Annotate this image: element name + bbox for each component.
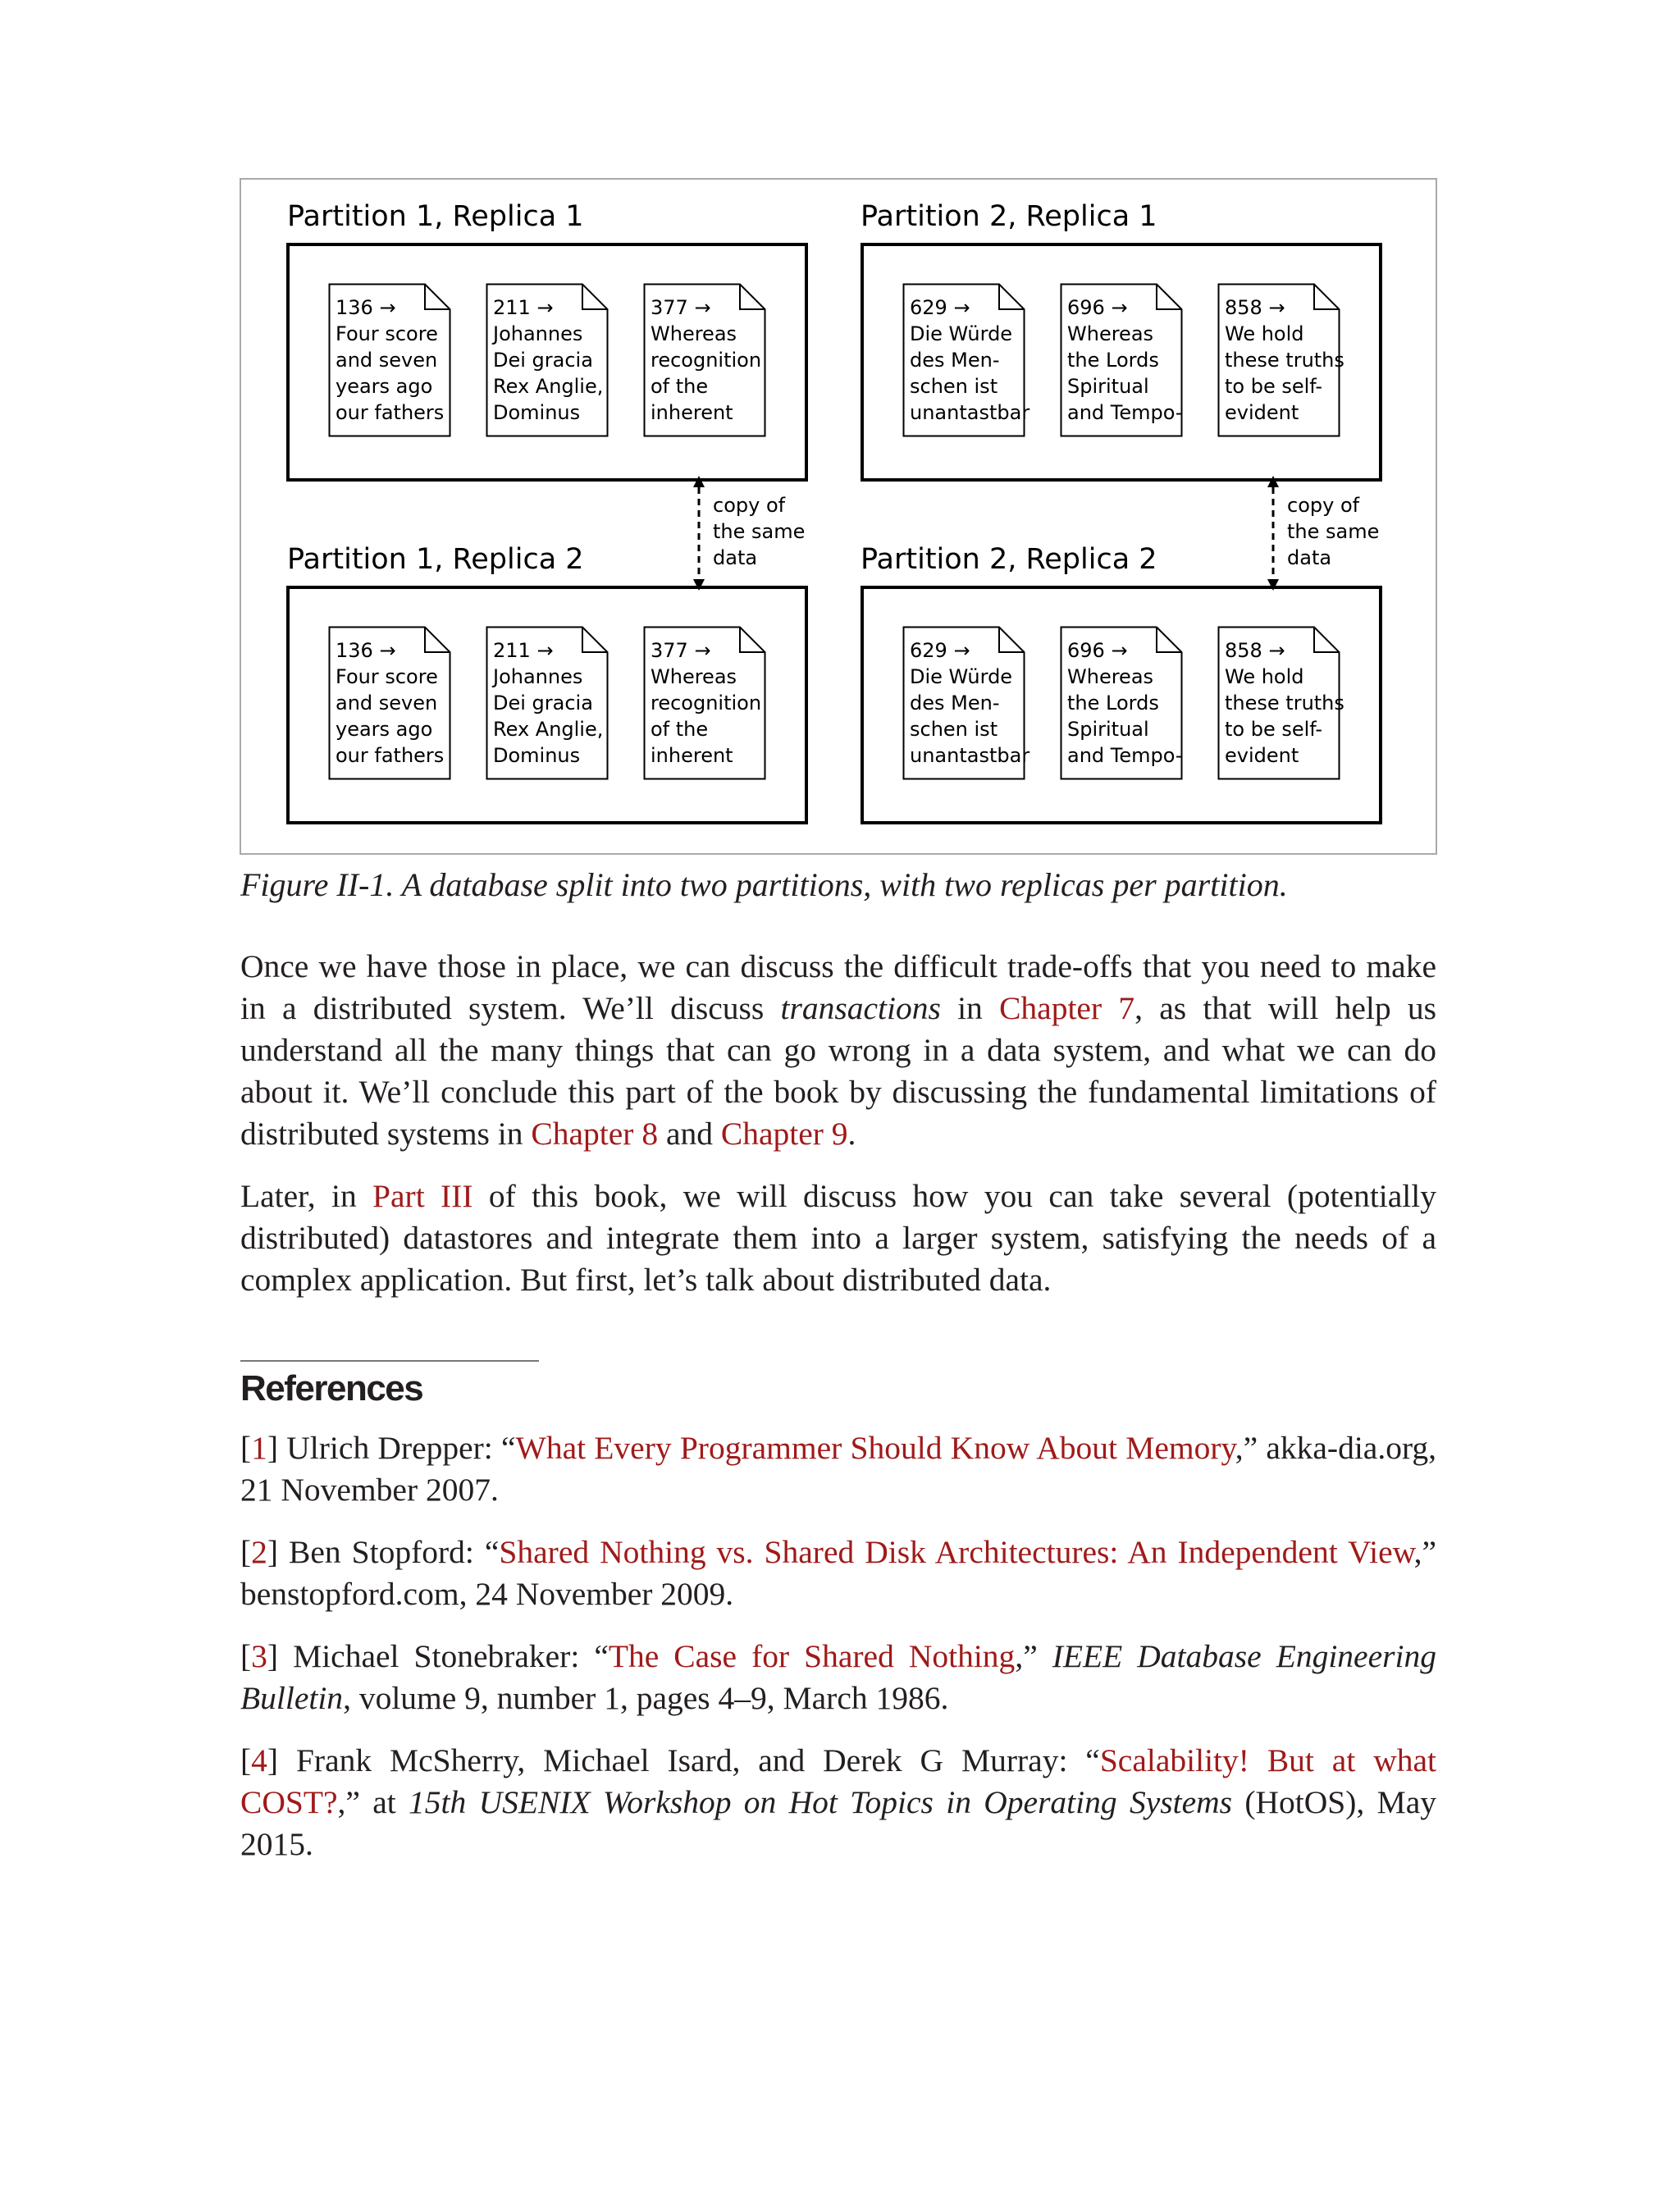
document-icon [328, 626, 451, 780]
document-icon [643, 283, 766, 437]
document-text: 629 → Die Würde des Men- schen ist unantastbar [910, 639, 1030, 767]
text-run: Once we have those in place, we can discuss the difficult trade-offs that you need to make in a distributed system. We’ll discuss [240, 948, 1436, 1026]
body-paragraph-1 [240, 946, 1436, 1155]
text-run: (HotOS), May 2015. [240, 1784, 1436, 1862]
document-text: 377 → Whereas recognition of the inherent [651, 639, 762, 767]
cross-reference-link[interactable]: 4 [251, 1742, 267, 1778]
cross-reference-link[interactable]: 2 [251, 1534, 267, 1570]
cross-reference-link[interactable]: 1 [251, 1430, 267, 1466]
document-text: 696 → Whereas the Lords Spiritual and Tempo- [1067, 639, 1183, 767]
reference-item-1 [240, 1427, 1436, 1511]
text-run: ] Ulrich Drepper: “ [267, 1430, 516, 1466]
cross-reference-link[interactable]: Part III [372, 1178, 473, 1214]
text-run: , as that will help us understand all the many things that can go wrong in a data system, and what we can do about it. We’ll conclude this part of the book by discussing the fundamental limitations of distributed systems in [240, 990, 1436, 1152]
text-run: in [940, 990, 1000, 1026]
document-text: 211 → Johannes Dei gracia Rex Anglie, Dominus [493, 296, 604, 424]
emphasized-text: IEEE Database Engineering Bulletin [240, 1638, 1436, 1716]
cross-reference-link[interactable]: Chapter 7 [999, 990, 1135, 1026]
document-icon [1060, 283, 1183, 437]
text-run: Later, in [240, 1178, 373, 1214]
text-run: of this book, we will discuss how you can take several (potentially distributed) datastores and integrate them into a larger system, satisfying the needs of a complex application. But first, let’s talk about distributed data. [240, 1178, 1437, 1298]
text-run: ] Michael Stonebraker: “ [267, 1638, 609, 1674]
text-run: [ [240, 1430, 252, 1466]
reference-item-4 [240, 1740, 1436, 1865]
partition-1-replica-1-title: Partition 1, Replica 1 [287, 200, 584, 233]
partition-2-replica-1-title: Partition 2, Replica 1 [861, 200, 1157, 233]
text-run: ,” benstopford.com, 24 November 2009. [240, 1534, 1436, 1612]
figure-caption: Figure II-1. A database split into two partitions, with two replicas per partition. [240, 866, 1288, 903]
emphasized-text: 15th USENIX Workshop on Hot Topics in Operating Systems [409, 1784, 1233, 1820]
document-text: 136 → Four score and seven years ago our fathers [336, 296, 445, 424]
text-run: ,” at [337, 1784, 409, 1820]
document-icon [1060, 626, 1183, 780]
cross-reference-link[interactable]: Shared Nothing vs. Shared Disk Architectures: An Independent View [499, 1534, 1414, 1570]
document-text: 377 → Whereas recognition of the inherent [651, 296, 762, 424]
text-run: . [847, 1116, 856, 1152]
cross-reference-link[interactable]: What Every Programmer Should Know About Memory [515, 1430, 1235, 1466]
emphasized-text: transactions [780, 990, 941, 1026]
document-icon [328, 283, 451, 437]
document-text: 858 → We hold these truths to be self- evident [1225, 639, 1344, 767]
text-run: [ [240, 1638, 252, 1674]
reference-item-3 [240, 1636, 1436, 1719]
text-run: [ [240, 1742, 252, 1778]
document-icon [1217, 626, 1344, 780]
copy-arrow-partition-1 [687, 476, 710, 591]
body-paragraph-2 [240, 1176, 1436, 1301]
references-divider [240, 1360, 539, 1362]
cross-reference-link[interactable]: 3 [251, 1638, 267, 1674]
reference-item-2 [240, 1532, 1436, 1615]
partition-2-replica-2-title: Partition 2, Replica 2 [861, 543, 1157, 576]
cross-reference-link[interactable]: The Case for Shared Nothing [608, 1638, 1016, 1674]
document-icon [643, 626, 766, 780]
text-run: [ [240, 1534, 252, 1570]
document-icon [902, 626, 1030, 780]
document-icon [1217, 283, 1344, 437]
document-icon [486, 626, 609, 780]
copy-arrow-partition-2 [1262, 476, 1285, 591]
text-run: ,” akka-dia.org, 21 November 2007. [240, 1430, 1437, 1508]
text-run: ] Ben Stopford: “ [267, 1534, 500, 1570]
cross-reference-link[interactable]: Chapter 9 [720, 1116, 848, 1152]
cross-reference-link[interactable]: Chapter 8 [531, 1116, 659, 1152]
partition-1-replica-2-title: Partition 1, Replica 2 [287, 543, 584, 576]
text-run: ,” [1015, 1638, 1052, 1674]
text-run: , volume 9, number 1, pages 4–9, March 1986. [343, 1680, 949, 1716]
text-run: and [658, 1116, 721, 1152]
document-icon [486, 283, 609, 437]
text-run: ] Frank McSherry, Michael Isard, and Derek G Murray: “ [267, 1742, 1100, 1778]
cross-reference-link[interactable]: Scalability! But at what COST? [240, 1742, 1436, 1820]
copy-label-partition-2: copy of the same data [1287, 494, 1380, 569]
document-icon [902, 283, 1030, 437]
document-text: 211 → Johannes Dei gracia Rex Anglie, Dominus [493, 639, 604, 767]
document-text: 696 → Whereas the Lords Spiritual and Tempo- [1067, 296, 1183, 424]
document-text: 629 → Die Würde des Men- schen ist unantastbar [910, 296, 1030, 424]
references-heading: References [240, 1368, 423, 1408]
document-text: 858 → We hold these truths to be self- evident [1225, 296, 1344, 424]
document-text: 136 → Four score and seven years ago our fathers [336, 639, 445, 767]
copy-label-partition-1: copy of the same data [713, 494, 806, 569]
